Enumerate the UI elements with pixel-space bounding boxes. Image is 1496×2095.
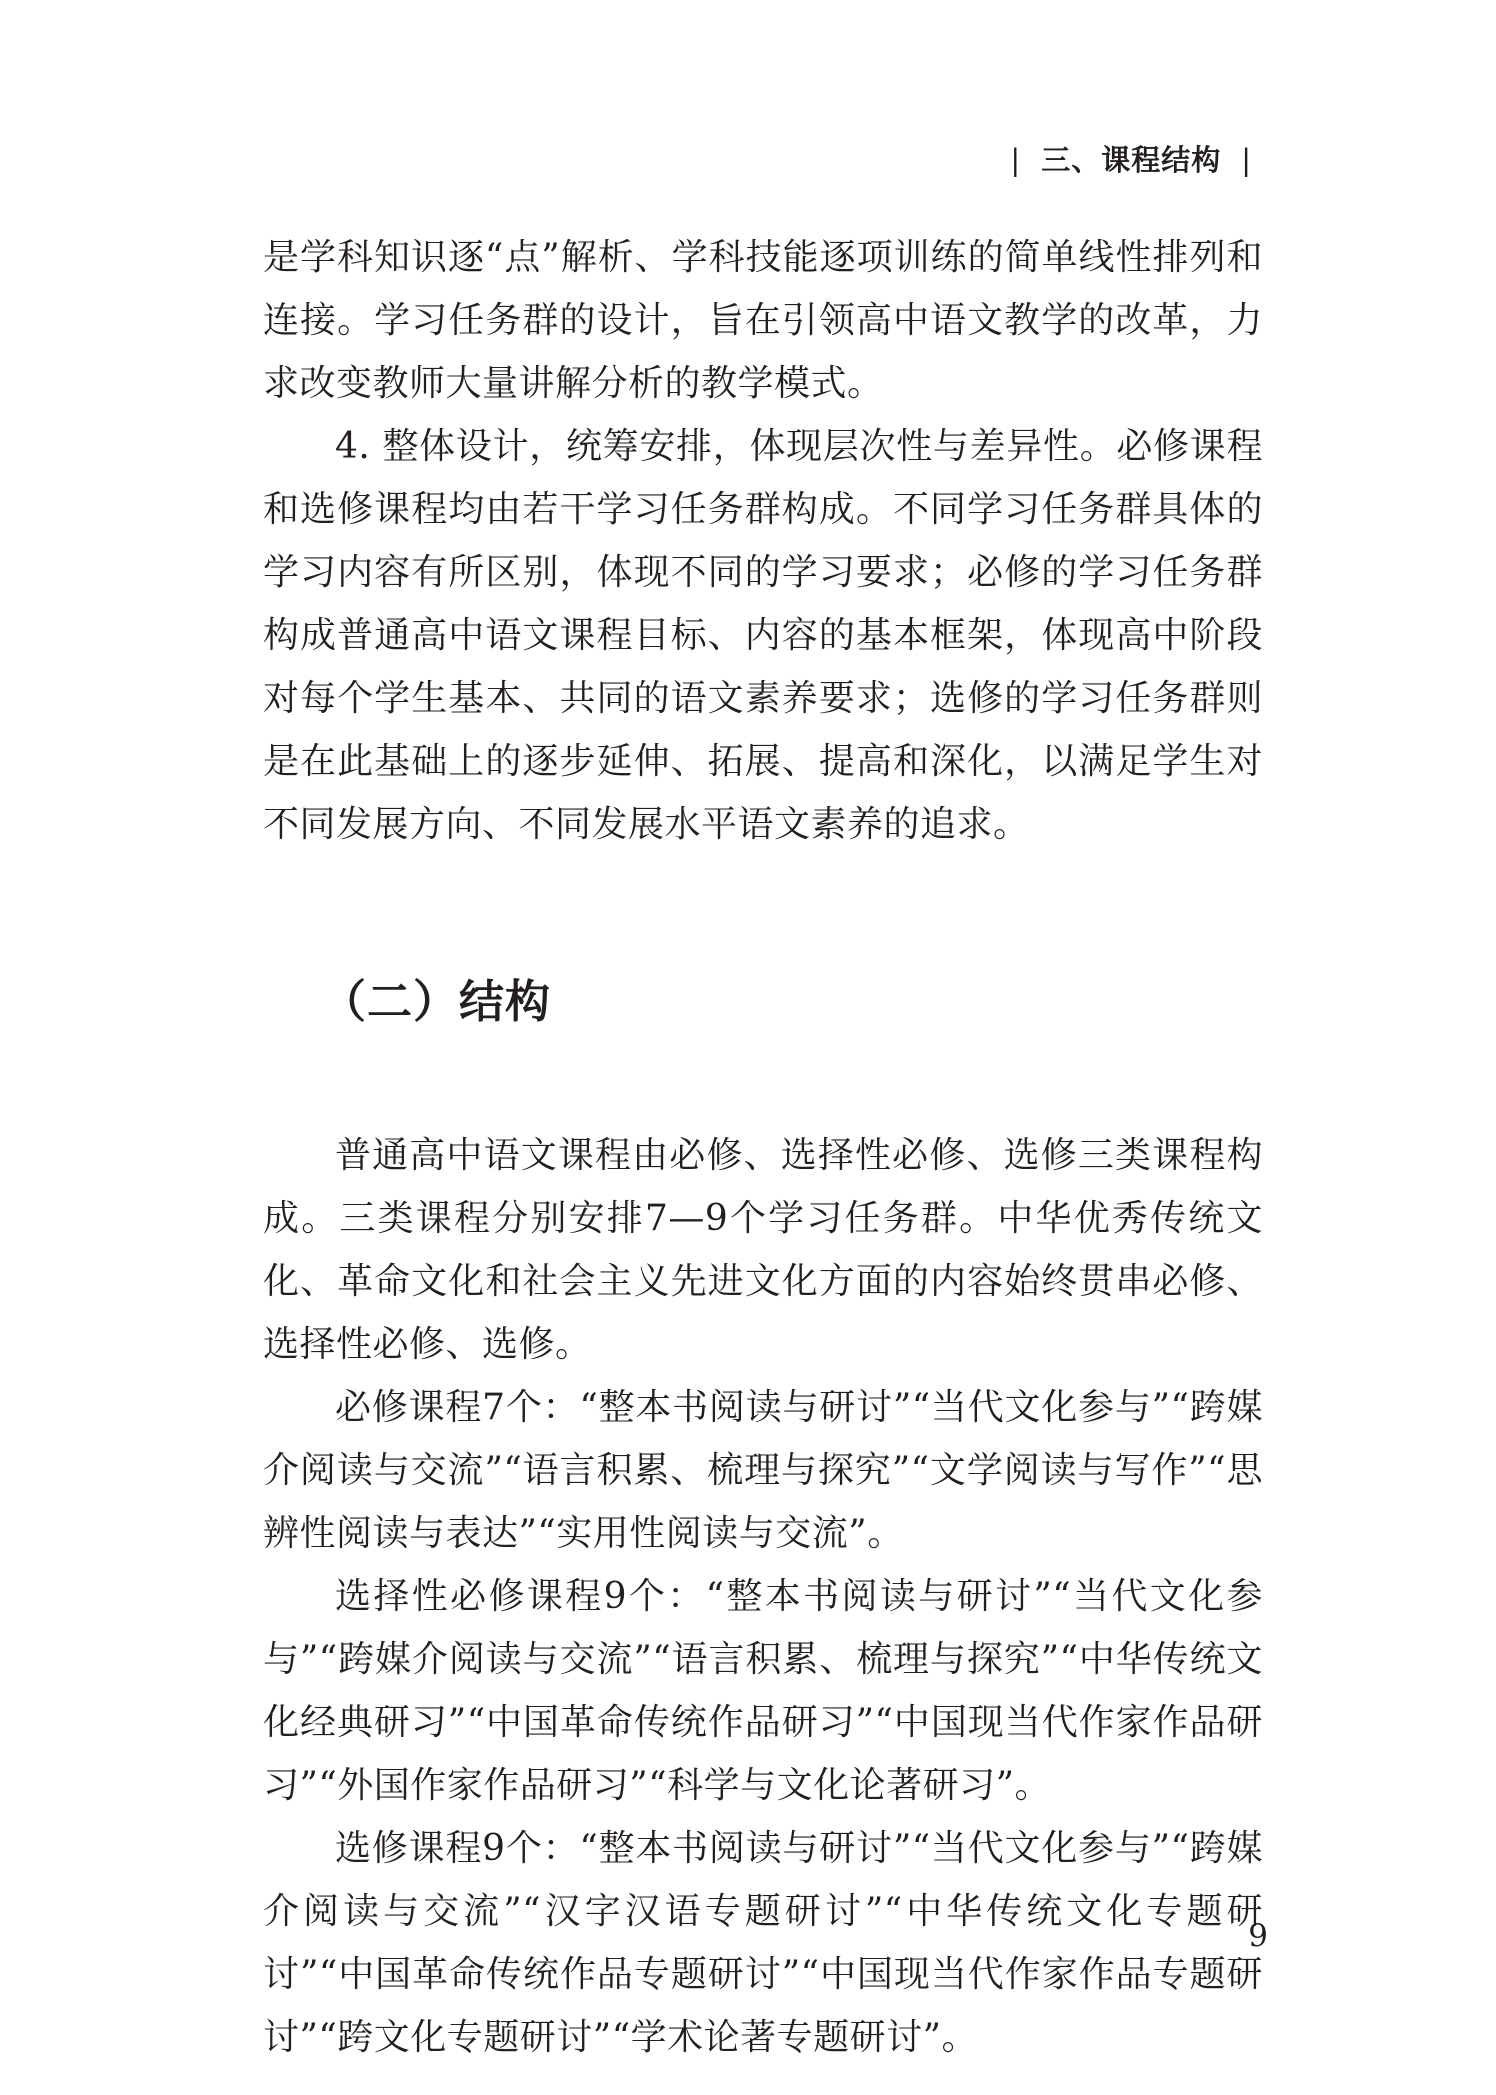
paragraph-selective-required-courses: 选择性必修课程9个：“整本书阅读与研讨”“当代文化参与”“跨媒介阅读与交流”“语言积累、梳理与探究”“中华传统文化经典研习”“中国革命传统作品研习”“中国现当代作家作品研习”“外国作家作品研习”“科学与文化论著研习”。: [263, 1576, 1263, 1806]
page-number: 9: [1248, 1918, 1268, 1954]
header-divider-left: |: [1010, 143, 1022, 177]
paragraph-point-4: 4. 整体设计，统筹安排，体现层次性与差异性。必修课程和选修课程均由若干学习任务群构成。不同学习任务群具体的学习内容有所区别，体现不同的学习要求；必修的学习任务群构成普通高中语文课程目标、内容的基本框架，体现高中阶段对每个学生基本、共同的语文素养要求；选修的学习任务群则是在此基础上的逐步延伸、拓展、提高和深化，以满足学生对不同发展方向、不同发展水平语文素养的追求。: [263, 426, 1263, 845]
paragraph-structure-overview: 普通高中语文课程由必修、选择性必修、选修三类课程构成。三类课程分别安排7—9个学习任务群。中华优秀传统文化、革命文化和社会主义先进文化方面的内容始终贯串必修、选择性必修、选修。: [263, 1135, 1263, 1365]
paragraph-continued: 是学科知识逐“点”解析、学科技能逐项训练的简单线性排列和连接。学习任务群的设计，旨在引领高中语文教学的改革，力求改变教师大量讲解分析的教学模式。: [263, 237, 1263, 404]
paragraph-required-courses: 必修课程7个：“整本书阅读与研讨”“当代文化参与”“跨媒介阅读与交流”“语言积累、梳理与探究”“文学阅读与写作”“思辨性阅读与表达”“实用性阅读与交流”。: [263, 1387, 1263, 1554]
paragraph-elective-courses: 选修课程9个：“整本书阅读与研讨”“当代文化参与”“跨媒介阅读与交流”“汉字汉语专题研讨”“中华传统文化专题研讨”“中国革命传统作品专题研讨”“中国现当代作家作品专题研讨”“跨文化专题研讨”“学术论著专题研讨”。: [263, 1828, 1263, 2058]
section-title: （二）结构: [321, 975, 552, 1028]
header-divider-right: |: [1241, 143, 1252, 177]
chapter-title: 三、课程结构: [1041, 143, 1222, 177]
running-header: [990, 138, 1272, 179]
page-body: [263, 226, 1263, 2069]
